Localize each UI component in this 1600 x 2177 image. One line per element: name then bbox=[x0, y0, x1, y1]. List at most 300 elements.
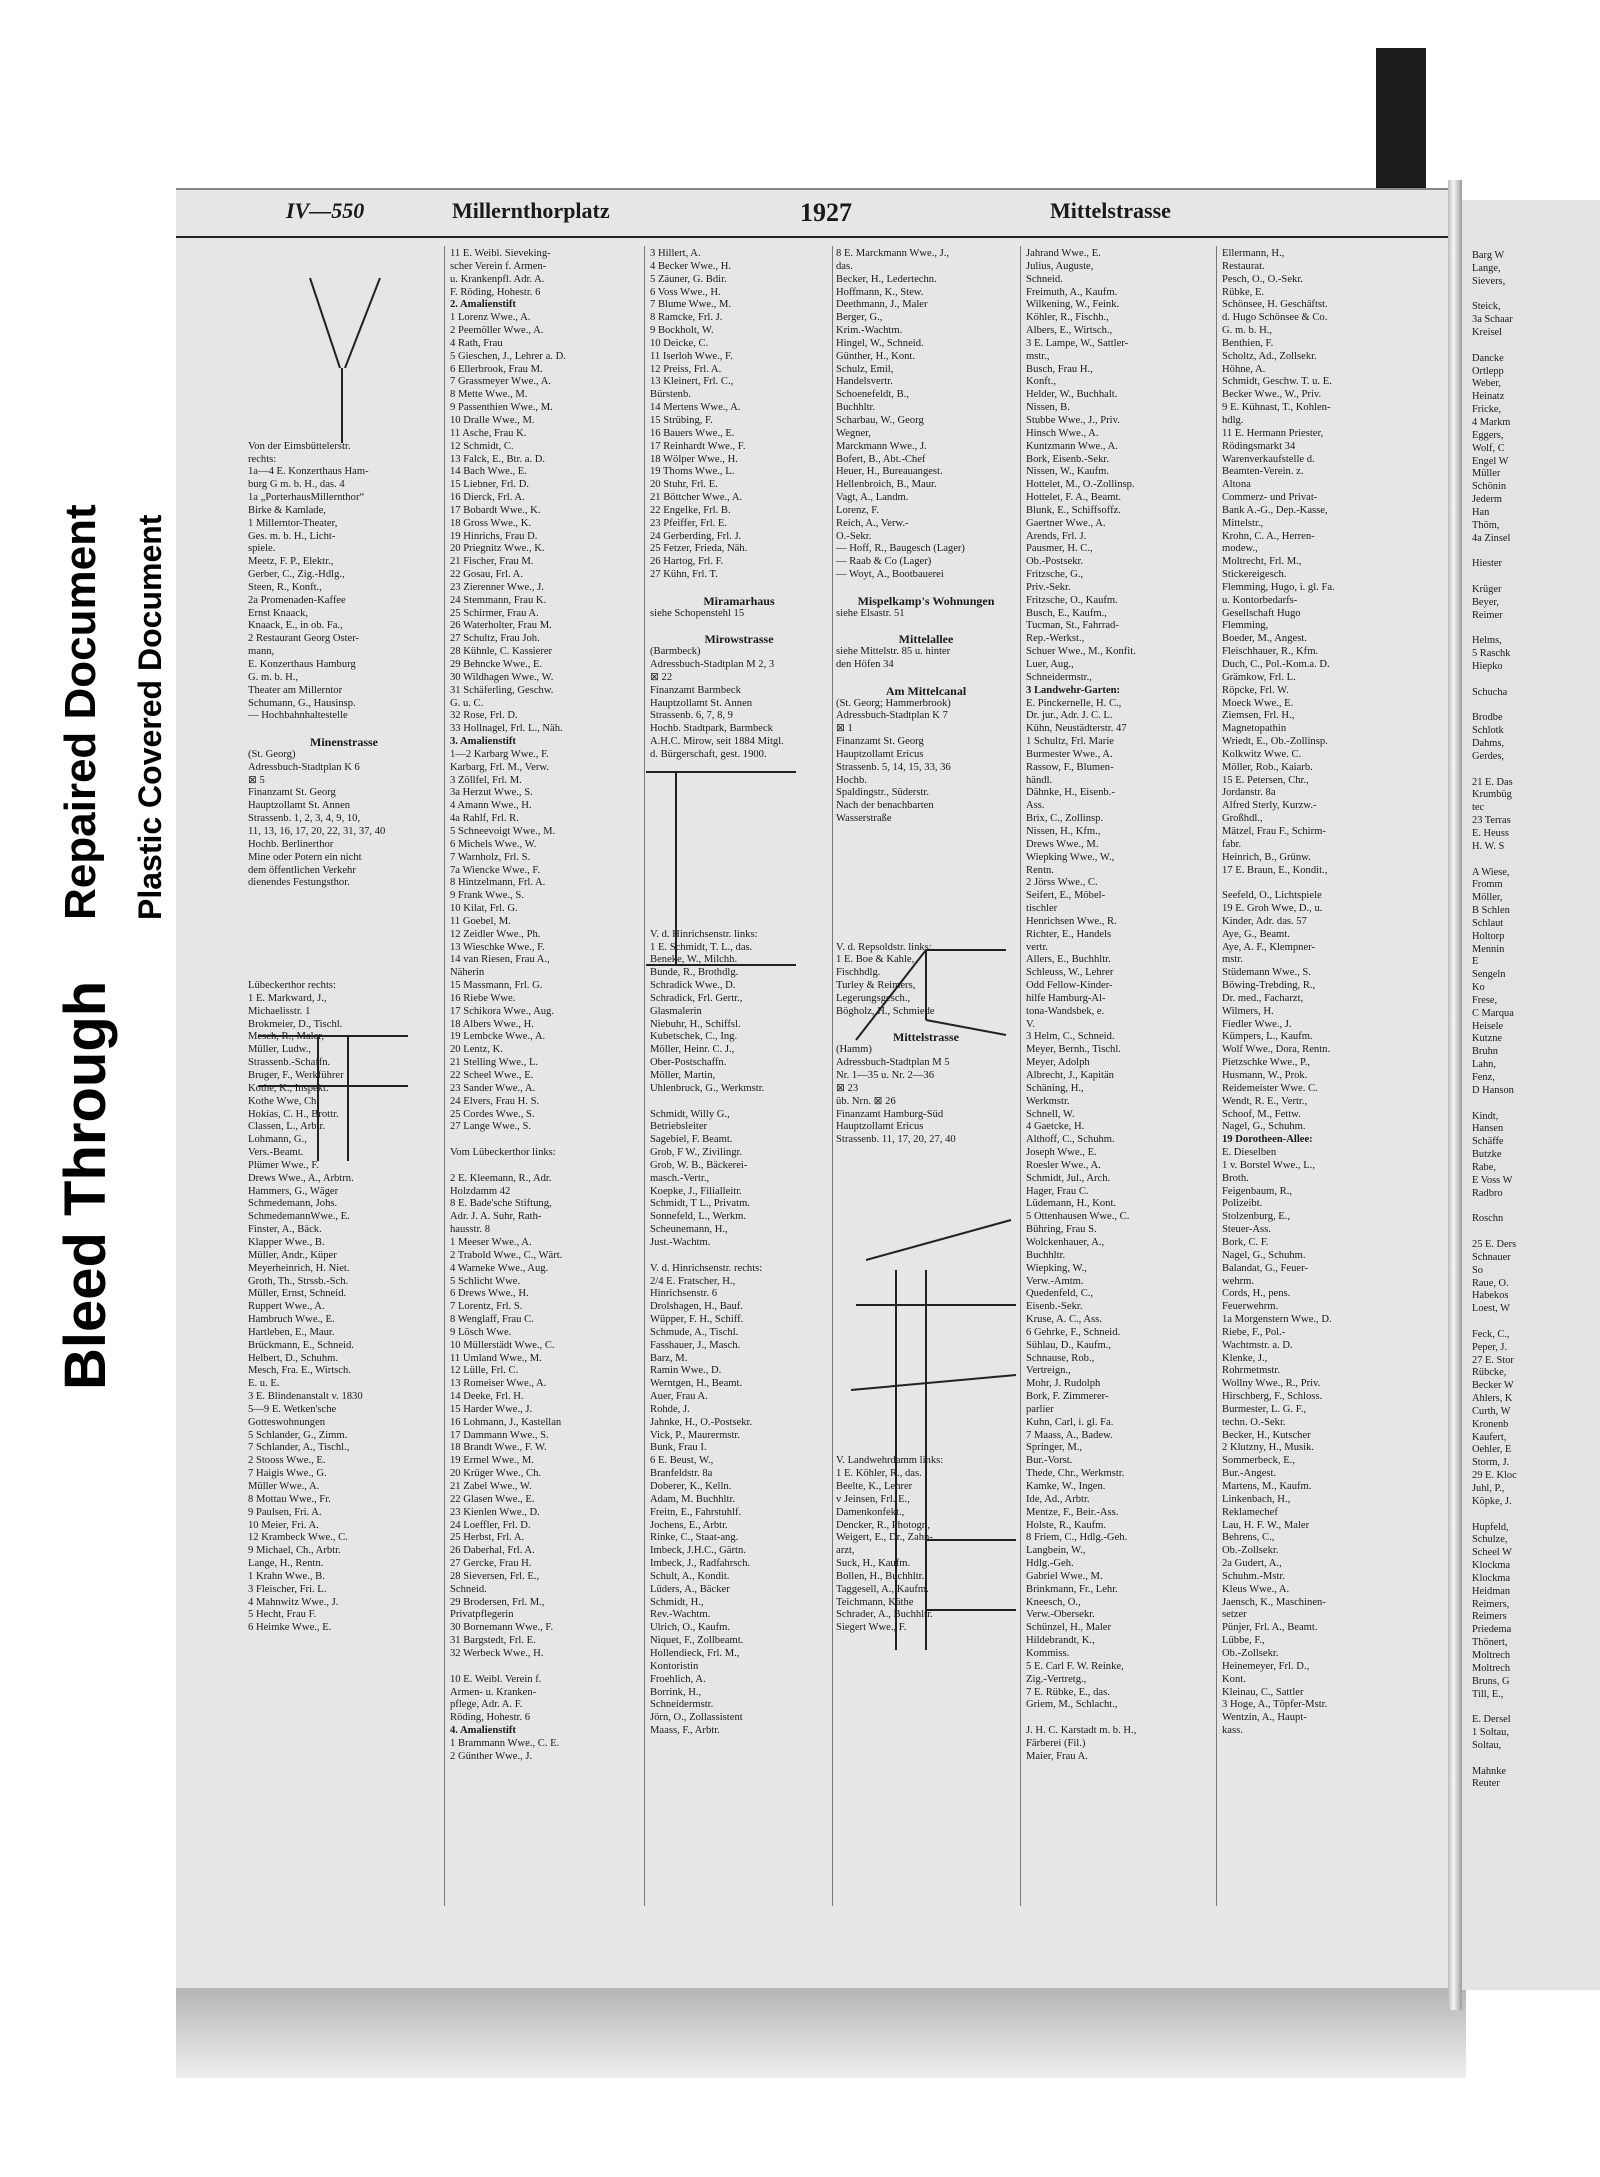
directory-line: E. Pinckernelle, H. C., bbox=[1026, 697, 1122, 709]
directory-line: Dencker, R., Photogr., bbox=[836, 1519, 931, 1531]
directory-line: 29 Brodersen, Frl. M., bbox=[450, 1596, 545, 1608]
next-page-line: Kreisel bbox=[1472, 327, 1503, 339]
directory-line: Strassenb. 11, 17, 20, 27, 40 bbox=[836, 1134, 956, 1146]
directory-line: Schneidermstr. bbox=[650, 1699, 714, 1711]
directory-line: Rohrmetmstr. bbox=[1222, 1365, 1280, 1377]
directory-line: Auer, Frau A. bbox=[650, 1391, 708, 1403]
directory-line: Betriebsleiter bbox=[650, 1121, 708, 1133]
next-page-line: Krumbüg bbox=[1472, 789, 1512, 801]
directory-line: Dr. med., Facharzt, bbox=[1222, 992, 1304, 1004]
directory-line: Kommiss. bbox=[1026, 1647, 1070, 1659]
directory-line bbox=[836, 1353, 1016, 1366]
directory-line: 14 Deeke, Frl. H. bbox=[450, 1391, 524, 1403]
next-page-line bbox=[1472, 1316, 1517, 1329]
repaired-document-label: Repaired Document bbox=[56, 504, 105, 920]
directory-line: 9 Bockholt, W. bbox=[650, 325, 714, 337]
directory-line bbox=[650, 775, 828, 788]
directory-line: 10 Müllerstädt Wwe., C. bbox=[450, 1339, 555, 1351]
directory-line: E. Konzerthaus Hamburg bbox=[248, 659, 356, 670]
directory-line: den Höfen 34 bbox=[836, 659, 894, 670]
directory-line: Michaelisstr. 1 bbox=[248, 1005, 311, 1017]
directory-line: 5 Zäuner, G. Bdir. bbox=[650, 273, 727, 285]
directory-line: 9 E. Kühnast, T., Kohlen- bbox=[1222, 402, 1331, 414]
directory-line: Lübbe, F., bbox=[1222, 1635, 1265, 1647]
year-heading: 1927 bbox=[800, 198, 852, 227]
directory-line: Reich, A., Verw.- bbox=[836, 517, 909, 529]
directory-line: Koepke, J., Filialleitr. bbox=[650, 1185, 742, 1197]
directory-line: Kneesch, O., bbox=[1026, 1596, 1081, 1608]
next-page-line: Mahnke bbox=[1472, 1765, 1507, 1777]
directory-line: tischler bbox=[1026, 903, 1058, 915]
next-page-line bbox=[1472, 545, 1517, 558]
directory-line: Kamke, W., Ingen. bbox=[1026, 1481, 1106, 1492]
directory-line: 16 Bauers Wwe., E. bbox=[650, 427, 735, 439]
page-bottom-shadow bbox=[176, 1988, 1466, 2078]
directory-line: Groth, Th., Strssb.-Sch. bbox=[248, 1275, 349, 1287]
directory-line: Vers.-Beamt. bbox=[248, 1147, 304, 1159]
directory-line: Aye, A. F., Klempner- bbox=[1222, 941, 1315, 953]
directory-line: Hammers, G., Wäger bbox=[248, 1185, 339, 1197]
directory-column-2 bbox=[450, 248, 638, 1762]
directory-line: 13 Falck, E., Btr. a. D. bbox=[450, 453, 546, 465]
directory-line: 27 Schultz, Frau Joh. bbox=[450, 633, 540, 645]
directory-line: Hauptzollamt Ericus bbox=[836, 748, 924, 760]
directory-line: Müller, Andr., Küper bbox=[248, 1249, 337, 1261]
directory-line: 1 Meeser Wwe., A. bbox=[450, 1236, 532, 1248]
directory-line: Wendt, R. E., Vertr., bbox=[1222, 1095, 1308, 1107]
directory-line: Luer, Aug., bbox=[1026, 659, 1074, 670]
directory-line: Röding, Hohestr. 6 bbox=[450, 1712, 531, 1724]
directory-line: Pietzschke Wwe., P., bbox=[1222, 1057, 1311, 1069]
directory-line: Am Mittelcanal bbox=[885, 683, 967, 698]
directory-line: Hinrichsenstr. 6 bbox=[650, 1288, 718, 1300]
directory-line: 1 Millerntor-Theater, bbox=[248, 517, 338, 529]
directory-line: 11 Iserloh Wwe., F. bbox=[650, 350, 733, 362]
directory-line bbox=[248, 415, 440, 428]
next-page-line: Heinatz bbox=[1472, 391, 1505, 403]
directory-line: 3 Hillert, A. bbox=[650, 248, 701, 259]
directory-line: 13 Romeiser Wwe., A. bbox=[450, 1378, 547, 1390]
directory-line: Imbeck, J., Radfahrsch. bbox=[650, 1558, 751, 1570]
directory-line: 18 Wölper Wwe., H. bbox=[650, 453, 738, 465]
directory-line bbox=[836, 929, 1016, 942]
next-page-line: Rübcke, bbox=[1472, 1367, 1507, 1379]
right-running-head: Mittelstrasse bbox=[1050, 198, 1171, 223]
directory-column-6 bbox=[1222, 248, 1402, 1737]
directory-line: Nagel, G., Schuhm. bbox=[1222, 1249, 1306, 1261]
directory-line: Schradick Wwe., D. bbox=[650, 980, 736, 992]
directory-line: Sagebiel, F. Beamt. bbox=[650, 1134, 733, 1146]
directory-line: Gerber, C., Zig.-Hdlg., bbox=[248, 569, 345, 581]
directory-line: 5—9 E. Wetken'sche bbox=[248, 1403, 337, 1415]
directory-line: Behrens, C., bbox=[1222, 1532, 1275, 1544]
directory-line: Mittelstrasse bbox=[893, 1030, 959, 1045]
directory-line: Moltrecht, Frl. M., bbox=[1222, 556, 1302, 568]
directory-line: Fasshauer, J., Masch. bbox=[650, 1339, 741, 1351]
next-page-line: Kutzne bbox=[1472, 1033, 1503, 1045]
directory-line: Flemming, Hugo, i. gl. Fa. bbox=[1222, 581, 1335, 593]
directory-line: Alfred Sterly, Kurzw.- bbox=[1222, 800, 1317, 812]
directory-line: 8 Ramcke, Frl. J. bbox=[650, 312, 723, 324]
directory-line: 2/4 E. Fratscher, H., bbox=[650, 1275, 736, 1287]
directory-line bbox=[836, 865, 1016, 878]
directory-line: Joseph Wwe., E. bbox=[1026, 1147, 1097, 1159]
directory-line: Kinder, Adr. das. 57 bbox=[1222, 915, 1307, 927]
directory-line: Kubetschek, C., Ing. bbox=[650, 1031, 738, 1043]
directory-line: 8 Hintzelmann, Frl. A. bbox=[450, 877, 546, 889]
next-page-line: Sievers, bbox=[1472, 275, 1506, 287]
directory-line: Barz, M. bbox=[650, 1352, 688, 1364]
directory-line: Rep.-Werkst., bbox=[1026, 633, 1085, 645]
directory-line: Jahrand Wwe., E. bbox=[1026, 248, 1101, 259]
next-page-line: Lange, bbox=[1472, 262, 1501, 274]
directory-line: Müller, Ernst, Schneid. bbox=[248, 1288, 347, 1300]
directory-line: Gotteswohnungen bbox=[248, 1416, 326, 1428]
directory-line: 4 Warneke Wwe., Aug. bbox=[450, 1262, 549, 1274]
directory-line: Becker, H., Ledertechn. bbox=[836, 273, 937, 285]
bleed-through-label: Bleed Through bbox=[53, 980, 118, 1390]
directory-line: Feigenbaum, R., bbox=[1222, 1185, 1293, 1197]
directory-line: Bork, C. F. bbox=[1222, 1236, 1269, 1248]
next-page-line bbox=[1472, 1200, 1517, 1213]
directory-line bbox=[248, 942, 440, 955]
directory-line: Brückmann, E., Schneid. bbox=[248, 1339, 354, 1351]
directory-line: Commerz- und Privat- bbox=[1222, 492, 1318, 504]
directory-line: Hottelet, M., O.-Zollinsp. bbox=[1026, 479, 1135, 491]
directory-line: Griem, M., Schlacht., bbox=[1026, 1699, 1118, 1711]
directory-line: Ellermann, H., bbox=[1222, 248, 1285, 259]
directory-line: Strassenb.-Schaffn. bbox=[248, 1057, 331, 1069]
directory-line: Strassenb. 1, 2, 3, 4, 9, 10, bbox=[248, 813, 361, 825]
column-divider bbox=[832, 246, 833, 1906]
directory-line: Teichmann, Käthe bbox=[836, 1596, 914, 1608]
directory-line: 3 Fleischer, Fri. L. bbox=[248, 1583, 327, 1595]
directory-line bbox=[836, 1263, 1016, 1276]
directory-line: 14 Bach Wwe., E. bbox=[450, 466, 527, 478]
directory-line: 5 Schlander, G., Zimm. bbox=[248, 1429, 348, 1441]
next-page-line: Gerdes, bbox=[1472, 750, 1505, 762]
directory-line: mstr. bbox=[1222, 954, 1243, 966]
directory-line: Deethmann, J., Maler bbox=[836, 299, 928, 311]
next-page-line: Hansen bbox=[1472, 1123, 1504, 1135]
directory-line bbox=[836, 1250, 1016, 1263]
directory-line: Werkmstr. bbox=[1026, 1095, 1070, 1107]
directory-line: Schmidt, Willy G., bbox=[650, 1108, 730, 1120]
directory-line: Finanzamt Hamburg-Süd bbox=[836, 1108, 944, 1120]
directory-line: Hottelet, F. A., Beamt. bbox=[1026, 492, 1122, 504]
directory-line: rechts: bbox=[248, 453, 277, 465]
next-page-line bbox=[1472, 854, 1517, 867]
directory-line: Richter, E., Handels bbox=[1026, 928, 1112, 940]
directory-line: Adressbuch-Stadtplan K 6 bbox=[248, 761, 360, 773]
directory-line: Schmidt, Geschw. T. u. E. bbox=[1222, 376, 1332, 388]
next-page-line: A Wiese, bbox=[1472, 866, 1510, 878]
directory-line: Ob.-Zollsekr. bbox=[1222, 1647, 1279, 1659]
next-page-line: Eggers, bbox=[1472, 429, 1504, 441]
directory-line: 2a Promenaden-Kaffee bbox=[248, 594, 346, 606]
directory-line: d. Bürgerschaft, gest. 1900. bbox=[650, 748, 767, 760]
directory-line: Heinemeyer, Frl. D., bbox=[1222, 1660, 1310, 1672]
directory-line: V. d. Hinrichsenstr. links: bbox=[650, 928, 758, 940]
directory-line: Minenstrasse bbox=[310, 735, 378, 750]
column-divider bbox=[1020, 246, 1021, 1906]
directory-column-5 bbox=[1026, 248, 1212, 1762]
directory-line bbox=[836, 1288, 1016, 1301]
directory-line: Nagel, G., Schuhm. bbox=[1222, 1121, 1306, 1133]
directory-line bbox=[1222, 877, 1402, 890]
directory-line: Krohn, C. A., Herren- bbox=[1222, 530, 1315, 542]
directory-line: Schäning, H., bbox=[1026, 1082, 1084, 1094]
directory-line: Lange, H., Rentn. bbox=[248, 1558, 324, 1570]
directory-line bbox=[248, 916, 440, 929]
directory-line bbox=[836, 1160, 1016, 1173]
directory-line: ⊠ 1 bbox=[836, 723, 853, 735]
directory-line: Hager, Frau C. bbox=[1026, 1185, 1089, 1197]
directory-line: Bunk, Frau I. bbox=[650, 1442, 707, 1454]
directory-line bbox=[836, 1301, 1016, 1314]
directory-line: Dähnke, H., Eisenb.- bbox=[1026, 787, 1115, 799]
directory-line: 7a Wiencke Wwe., F. bbox=[450, 864, 541, 876]
next-page-line: Habekos bbox=[1472, 1290, 1509, 1302]
directory-line: Gesellschaft Hugo bbox=[1222, 607, 1301, 619]
directory-line: Dr. jur., Adr. J. C. L. bbox=[1026, 710, 1113, 722]
directory-line: 1a Morgenstern Wwe., D. bbox=[1222, 1314, 1332, 1326]
directory-line: 6 E. Beust, W., bbox=[650, 1455, 714, 1467]
directory-line: 6 Voss Wwe., H. bbox=[650, 286, 721, 298]
directory-line: Konft., bbox=[1026, 376, 1057, 388]
directory-line: 3a Herzut Wwe., S. bbox=[450, 787, 533, 799]
directory-line bbox=[248, 364, 440, 377]
directory-line: modew., bbox=[1222, 543, 1258, 555]
directory-line: 1 Brammann Wwe., C. E. bbox=[450, 1737, 560, 1749]
next-page-line: Wolf, C bbox=[1472, 442, 1505, 454]
next-page-line: tec bbox=[1472, 802, 1485, 814]
next-page-line: 5 Raschk bbox=[1472, 648, 1511, 660]
directory-line: Adressbuch-Stadtplan M 2, 3 bbox=[650, 659, 775, 670]
directory-line: 27 Gercke, Frau H. bbox=[450, 1558, 532, 1570]
next-page-line: Dancke bbox=[1472, 352, 1504, 364]
directory-line: Nissen, W., Kaufm. bbox=[1026, 466, 1109, 478]
directory-line: ⊠ 5 bbox=[248, 774, 265, 786]
directory-line: 2 E. Kleemann, R., Adr. bbox=[450, 1172, 552, 1184]
directory-line: Glasmalerin bbox=[650, 1005, 702, 1017]
directory-line: 25 Fetzer, Frieda, Näh. bbox=[650, 543, 748, 555]
directory-line: Klenke, J., bbox=[1222, 1352, 1268, 1364]
directory-line: Albers, E., Wirtsch., bbox=[1026, 325, 1113, 337]
directory-line: Brokmeier, D., Tischl. bbox=[248, 1018, 343, 1030]
directory-column-3 bbox=[650, 248, 828, 1737]
directory-line bbox=[836, 1365, 1016, 1378]
directory-line: Wegner, bbox=[836, 427, 871, 439]
directory-line: Mesch, Fra. E., Wirtsch. bbox=[248, 1365, 351, 1377]
directory-line bbox=[650, 865, 828, 878]
next-page-line: Priedema bbox=[1472, 1624, 1512, 1636]
next-page-line: 4a Zinsel bbox=[1472, 532, 1511, 544]
directory-line: 10 Dralle Wwe., M. bbox=[450, 414, 535, 426]
directory-line: masch.-Vertr., bbox=[650, 1172, 710, 1184]
next-page-line bbox=[1472, 1098, 1517, 1111]
directory-line bbox=[836, 1391, 1016, 1404]
directory-line: Wilkening, W., Feink. bbox=[1026, 299, 1120, 311]
directory-line: tona-Wandsbek, e. bbox=[1026, 1005, 1105, 1017]
next-page-line: D Hanson bbox=[1472, 1084, 1514, 1096]
next-page-line: Möller, bbox=[1472, 892, 1503, 904]
directory-line: Duch, C., Pol.-Kom.a. D. bbox=[1222, 659, 1330, 670]
directory-line: 5 Ottenhausen Wwe., C. bbox=[1026, 1211, 1130, 1223]
next-page-line: 21 E. Das bbox=[1472, 776, 1513, 788]
directory-line: 10 Deicke, C. bbox=[650, 337, 709, 349]
directory-line bbox=[650, 762, 828, 775]
directory-line: Stubbe Wwe., J., Priv. bbox=[1026, 414, 1120, 426]
directory-line: Linkenbach, H., bbox=[1222, 1493, 1291, 1505]
directory-line: 13 Wieschke Wwe., F. bbox=[450, 941, 545, 953]
directory-line: 2 Jörss Wwe., C. bbox=[1026, 877, 1098, 889]
directory-line: 3 E. Lampe, W., Sattler- bbox=[1026, 337, 1129, 349]
directory-line: Balandat, G., Feuer- bbox=[1222, 1262, 1308, 1274]
directory-line: Uhlenbruck, G., Werkmstr. bbox=[650, 1082, 765, 1094]
directory-line: Nissen, B. bbox=[1026, 402, 1070, 414]
directory-line: 15 Harder Wwe., J. bbox=[450, 1403, 533, 1415]
next-page-line: Müller bbox=[1472, 468, 1501, 480]
directory-line bbox=[450, 1134, 638, 1147]
next-page-line: Juhl, P., bbox=[1472, 1483, 1505, 1494]
directory-line: 4 Amann Wwe., H. bbox=[450, 800, 532, 812]
directory-line: Adressbuch-Stadtplan M 5 bbox=[836, 1057, 950, 1069]
directory-line: Wollny Wwe., R., Priv. bbox=[1222, 1378, 1321, 1390]
next-page-line: Holtorp bbox=[1472, 930, 1505, 942]
directory-line: kass. bbox=[1222, 1725, 1243, 1737]
directory-line: Kothe Wwe, Ch. bbox=[248, 1095, 320, 1107]
directory-line: (Hamm) bbox=[836, 1044, 872, 1056]
directory-line: 1 Schultz, Frl. Marie bbox=[1026, 736, 1114, 748]
next-page-line: Weber, bbox=[1472, 378, 1502, 390]
directory-line: 7 Warnholz, Frl. S. bbox=[450, 851, 531, 863]
directory-line: fabr. bbox=[1222, 838, 1242, 850]
directory-line: Birke & Kamlade, bbox=[248, 504, 326, 516]
directory-line: 19 Hinrichs, Frau D. bbox=[450, 530, 538, 542]
directory-line: — Hochbahnhaltestelle bbox=[248, 710, 348, 722]
directory-line: Flemming, bbox=[1222, 620, 1269, 632]
directory-line: Großhdl., bbox=[1222, 813, 1263, 825]
directory-line: Mohr, J. Rudolph bbox=[1026, 1378, 1101, 1390]
directory-line: Blunk, E., Schiffsoffz. bbox=[1026, 504, 1121, 516]
directory-line: Reklamechef bbox=[1222, 1506, 1278, 1518]
directory-line: Drews Wwe., M. bbox=[1026, 838, 1099, 850]
directory-line: Weigert, E., Dr., Zahn- bbox=[836, 1532, 933, 1544]
directory-line: Schuer Wwe., M., Konfit. bbox=[1026, 646, 1136, 658]
directory-line: Schmidt, T L., Privatm. bbox=[650, 1198, 750, 1210]
directory-line bbox=[836, 1314, 1016, 1327]
directory-line: Finanzamt St. Georg bbox=[248, 787, 336, 799]
directory-line: Reidemeister Wwe. C. bbox=[1222, 1082, 1318, 1094]
next-page-line: E Voss W bbox=[1472, 1174, 1513, 1186]
directory-line: Plümer Wwe., F. bbox=[248, 1159, 320, 1171]
directory-line: Schulz, Emil, bbox=[836, 363, 894, 375]
directory-line: Fleischhauer, R., Kfm. bbox=[1222, 646, 1319, 658]
directory-line: Höhne, A. bbox=[1222, 363, 1266, 375]
directory-line: Schumann, G., Hausinsp. bbox=[248, 697, 356, 709]
directory-line: Wasserstraße bbox=[836, 813, 892, 825]
directory-line bbox=[836, 903, 1016, 916]
directory-line: 10 E. Weibl. Verein f. bbox=[450, 1673, 542, 1685]
directory-line: 21 Fischer, Frau M. bbox=[450, 556, 534, 568]
next-page-line: Hiepko bbox=[1472, 661, 1503, 672]
directory-line: Ob.-Zollsekr. bbox=[1222, 1545, 1279, 1557]
directory-line: Broth. bbox=[1222, 1172, 1249, 1184]
directory-line bbox=[836, 890, 1016, 903]
directory-line: Schneid. bbox=[450, 1583, 487, 1595]
directory-line bbox=[836, 1327, 1016, 1340]
next-page-line: Krüger bbox=[1472, 583, 1502, 595]
next-page-line: Fricke, bbox=[1472, 404, 1502, 416]
directory-line bbox=[248, 890, 440, 903]
directory-line: Lorenz, F. bbox=[836, 504, 879, 516]
directory-line: Privatpflegerin bbox=[450, 1609, 514, 1621]
next-page-line: Curth, W bbox=[1472, 1405, 1511, 1417]
directory-line: V. Landwehrdamm links: bbox=[836, 1455, 944, 1467]
directory-line: Sommerbeck, E., bbox=[1222, 1455, 1295, 1467]
next-page-line: Steick, bbox=[1472, 301, 1501, 313]
next-page-line: Bruns, G bbox=[1472, 1675, 1510, 1687]
directory-line: Springer, M., bbox=[1026, 1442, 1083, 1454]
directory-line: 7 E. Rübke, E., das. bbox=[1026, 1686, 1110, 1698]
directory-line: Rentn. bbox=[1026, 864, 1054, 876]
directory-line: 19 Dorotheen-Allee: bbox=[1222, 1134, 1313, 1146]
next-page-line: Beyer, bbox=[1472, 596, 1499, 608]
directory-line: Wiepking, W., bbox=[1026, 1262, 1087, 1274]
directory-line: 12 Lülle, Frl. C. bbox=[450, 1365, 519, 1377]
directory-line: siehe Mittelstr. 85 u. hinter bbox=[836, 646, 951, 658]
directory-line: 17 Bobardt Wwe., K. bbox=[450, 504, 541, 516]
directory-line: 17 Schikora Wwe., Aug. bbox=[450, 1005, 554, 1017]
directory-line bbox=[248, 954, 440, 967]
next-page-line: Engel W bbox=[1472, 455, 1509, 467]
directory-line: Freitn, E., Fahrstuhlf. bbox=[650, 1506, 742, 1518]
directory-line: vertr. bbox=[1026, 941, 1049, 953]
directory-line: Mine oder Potern ein nicht bbox=[248, 851, 362, 863]
directory-line: Bur.-Angest. bbox=[1222, 1468, 1277, 1480]
directory-line: Kothe, K., Inspekt. bbox=[248, 1082, 329, 1094]
directory-line: Rübke, E. bbox=[1222, 286, 1265, 298]
directory-line: 12 Schmidt, C. bbox=[450, 440, 514, 452]
directory-line: Pünjer, Frl. A., Beamt. bbox=[1222, 1622, 1318, 1634]
directory-line: 1—2 Karbarg Wwe., F. bbox=[450, 748, 549, 760]
directory-line: 16 Riebe Wwe. bbox=[450, 992, 516, 1004]
directory-line bbox=[836, 1417, 1016, 1430]
directory-line: Kontoristin bbox=[650, 1660, 699, 1672]
directory-line: ⊠ 23 bbox=[836, 1082, 859, 1094]
directory-line: V. d. Hinrichsenstr. rechts: bbox=[650, 1262, 763, 1274]
directory-line: Taggesell, A., Kaufm. bbox=[836, 1583, 929, 1595]
directory-line: 13 Kleinert, Frl. C., bbox=[650, 376, 734, 388]
directory-line: 2 Trabold Wwe., C., Wärt. bbox=[450, 1249, 563, 1261]
directory-line: Schoenefeldt, B., bbox=[836, 389, 909, 401]
directory-line: — Hoff, R., Baugesch (Lager) bbox=[836, 543, 965, 555]
directory-line: Albrecht, J., Kapitän bbox=[1026, 1070, 1114, 1081]
directory-line: Mispelkamp's Wohnungen bbox=[857, 593, 995, 608]
directory-line: 12 Zeidler Wwe., Ph. bbox=[450, 928, 541, 940]
directory-line: Brix, C., Zollinsp. bbox=[1026, 813, 1104, 825]
directory-line: Rinke, C., Staat-ang. bbox=[650, 1532, 739, 1544]
directory-line: 2 Peemöller Wwe., A. bbox=[450, 325, 544, 337]
directory-line: dienendes Festungsthor. bbox=[248, 877, 350, 889]
directory-line: Priv.-Sekr. bbox=[1026, 581, 1071, 593]
directory-line bbox=[248, 428, 440, 441]
next-page-line: 25 E. Ders bbox=[1472, 1238, 1517, 1250]
directory-line: Busch, E., Kaufm., bbox=[1026, 607, 1107, 619]
directory-line: Krim.-Wachtm. bbox=[836, 325, 903, 337]
directory-line: Adressbuch-Stadtplan K 7 bbox=[836, 710, 948, 722]
